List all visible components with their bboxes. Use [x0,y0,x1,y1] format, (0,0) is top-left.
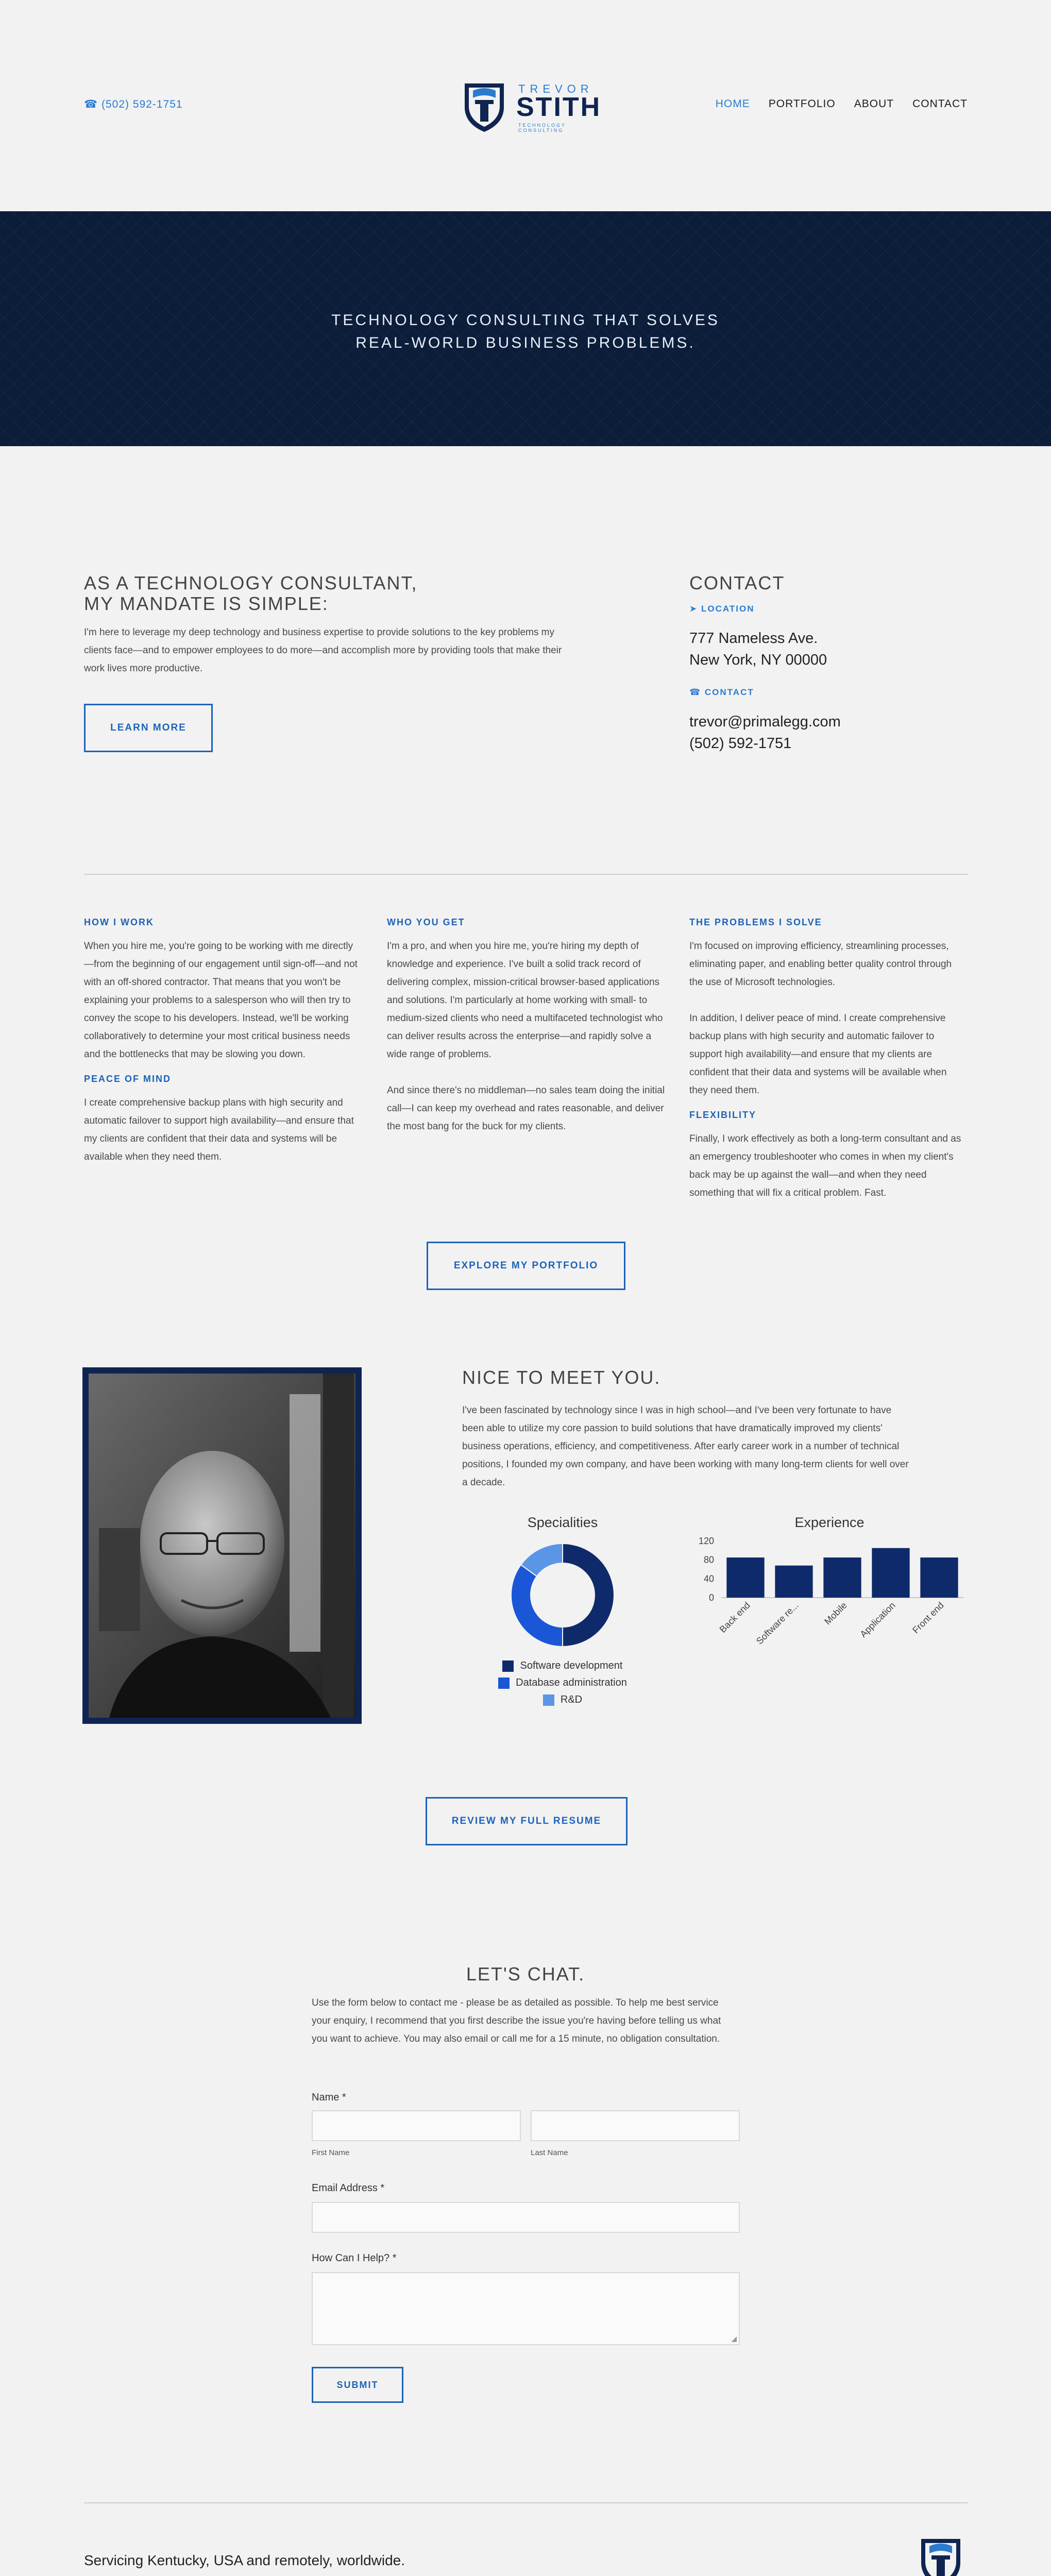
explore-portfolio-button[interactable]: EXPLORE MY PORTFOLIO [427,1242,625,1290]
address-line-2: New York, NY 00000 [689,652,827,668]
chat-intro: Use the form below to contact me - please be as detailed as possible. To help me best service your enquiry, I recommend that you first describe the issue you're having before telling us what you want to achieve. You may also email or call me for a 15 minute, no obligation consultation. [312,1997,721,2044]
how-i-work-text: When you hire me, you're going to be working with me directly—from the beginning of our engagement until sign-off—and not with an off-shored contractor. That means that you won't be explaining your problems to a salesperson who will then try to convey the scope to his developers. Instead, we'll be working collaboratively to determine your most critical business needs and the bottlenecks that may be slowing you down. [84,941,358,1060]
experience-chart [685,1515,974,1683]
experience-bar [872,1548,909,1598]
y-tick-label: 0 [708,1592,714,1603]
email-input[interactable] [312,2202,740,2233]
experience-bar [823,1557,861,1598]
phone-icon: ☎ [689,687,705,697]
experience-chart-title: Experience [794,1515,864,1530]
hero-line-2: REAL-WORLD BUSINESS PROBLEMS. [355,334,696,351]
legend-label: Software development [520,1660,623,1671]
experience-bars [685,1536,974,1680]
x-tick-label: Software re... [754,1600,801,1647]
contact-label [689,687,754,698]
nav-contact[interactable]: CONTACT [912,98,968,110]
contact-heading: CONTACT [689,572,785,594]
learn-more-button[interactable]: LEARN MORE [84,704,213,752]
contact-phone-link[interactable]: (502) 592-1751 [689,735,792,752]
y-tick-label: 80 [703,1554,714,1565]
resize-handle-icon[interactable]: ◢ [731,2334,737,2343]
problems-text: I'm focused on improving efficiency, streamlining processes, eliminating paper, and enabling better quality control through the use of Microsoft technologies. [689,941,952,988]
legend-item [502,1660,622,1672]
peace-of-mind-heading: PEACE OF MIND [84,1074,172,1084]
specialities-legend [462,1660,663,1706]
email-label: Email Address * [312,2182,385,2194]
legend-item [498,1677,627,1689]
address-line-1: 777 Nameless Ave. [689,630,818,647]
x-tick-label: Application [858,1600,897,1640]
name-label: Name * [312,2092,346,2103]
intro-heading [84,573,418,614]
section-divider [84,874,968,875]
contact-email-link[interactable]: trevor@primalegg.com [689,714,841,730]
logo-main-text: STITH [516,92,602,122]
help-label: How Can I Help? * [312,2252,397,2264]
help-textarea[interactable] [312,2272,740,2345]
main-nav [716,98,968,110]
specialities-chart-title: Specialities [527,1515,598,1530]
peace-of-mind-text: I create comprehensive backup plans with high security and automatic failover to support high availability—and ensure that my clients are confident that their data and systems will be available when they need them. [84,1097,354,1162]
problems-heading: THE PROBLEMS I SOLVE [689,917,822,927]
about-body: I've been fascinated by technology since I was in high school—and I've been very fortunate to have been able to utilize my core passion to build solutions that have dramatically improved my clients' business operations, efficiency, and competitiveness. After early career work in a number of technical positions, I founded my own company, and have been working with many long-term clients for well over a decade. [462,1405,909,1488]
column-problems-i-solve [689,917,968,1202]
experience-bar [920,1557,958,1598]
hero-headline [0,309,1051,354]
chat-heading: LET'S CHAT. [466,1963,585,1985]
flexibility-text: Finally, I work effectively as both a long-term consultant and as an emergency troubleshooter who comes in when my client's back may be up against the wall—and when they need something that will fix a critical problem. Fast. [689,1133,961,1198]
last-name-caption: Last Name [531,2148,568,2157]
about-heading: NICE TO MEET YOU. [462,1367,661,1388]
donut-slice [563,1544,614,1647]
legend-item [543,1694,582,1706]
experience-bar [726,1557,764,1598]
footer-servicing-text: Servicing Kentucky, USA and remotely, worldwide. [84,2552,405,2568]
last-name-input[interactable] [531,2110,740,2141]
specialities-chart [462,1515,663,1706]
legend-swatch [543,1694,554,1706]
portrait-image [89,1374,355,1718]
footer-divider-top [84,2502,968,2503]
legend-label: Database administration [516,1677,627,1688]
x-tick-label: Mobile [822,1600,849,1627]
phone-icon: ☎ [84,98,101,110]
column-how-i-work [84,917,362,1166]
problems-text-2: In addition, I deliver peace of mind. I create comprehensive backup plans with high security and automatic failover to support high availability—and ensure that my clients are confident that their data and systems will be available when they need them. [689,1013,947,1096]
donut-slice [511,1565,563,1647]
column-who-you-get [387,917,665,1136]
x-tick-label: Front end [910,1600,946,1636]
legend-swatch [502,1660,514,1672]
logo-shield-icon [460,77,509,134]
contact-label-text: CONTACT [704,687,754,697]
nav-portfolio[interactable]: PORTFOLIO [768,98,836,110]
intro-heading-line-1: AS A TECHNOLOGY CONSULTANT, [84,572,418,594]
x-tick-label: Back end [717,1600,752,1635]
location-arrow-icon: ➤ [689,604,701,614]
logo-top-text: TREVOR [518,82,594,95]
review-resume-button[interactable]: REVIEW MY FULL RESUME [426,1797,628,1845]
location-label [689,604,754,614]
who-you-get-text: I'm a pro, and when you hire me, you're hiring my depth of knowledge and experience. I've built a solid track record of delivering complex, mission-critical browser-based applications and solutions. I'm particularly at home working with small- to medium-sized clients who need a multifaceted technologist who can deliver results across the enterprise—and rapidly solve a wide range of problems. [387,941,663,1060]
legend-label: R&D [560,1694,583,1705]
experience-bar [775,1566,812,1598]
footer-logo-icon[interactable] [914,2533,968,2576]
y-tick-label: 40 [703,1573,714,1584]
intro-body: I'm here to leverage my deep technology and business expertise to provide solutions to the key problems my clients face—and to empower employees to do more—and accomplish more by providing tools that make their work lives more productive. [84,627,562,674]
hero-line-1: TECHNOLOGY CONSULTING THAT SOLVES [331,312,720,329]
location-label-text: LOCATION [701,604,755,614]
intro-heading-line-2: MY MANDATE IS SIMPLE: [84,593,329,614]
contact-address [689,628,827,671]
contact-details [689,711,841,754]
header-phone-text: (502) 592-1751 [101,98,183,110]
specialities-donut [462,1536,663,1654]
logo-sub-text: TECHNOLOGY CONSULTING [518,123,566,133]
portrait-illustration [89,1374,355,1718]
first-name-caption: First Name [312,2148,350,2157]
header-phone-link[interactable] [84,98,183,111]
who-you-get-heading: WHO YOU GET [387,917,465,927]
nav-about[interactable]: ABOUT [854,98,894,110]
site-logo[interactable] [460,77,602,134]
submit-button[interactable]: SUBMIT [312,2367,403,2403]
flexibility-heading: FLEXIBILITY [689,1110,756,1120]
who-you-get-text-2: And since there's no middleman—no sales team doing the initial call—I can keep my overhead and rates reasonable, and deliver the most bang for the buck for my clients. [387,1085,665,1132]
legend-swatch [498,1677,510,1689]
how-i-work-heading: HOW I WORK [84,917,154,927]
first-name-input[interactable] [312,2110,521,2141]
nav-home[interactable]: HOME [715,98,750,110]
y-tick-label: 120 [698,1536,714,1546]
hero-banner [0,211,1051,446]
portrait-photo [82,1367,362,1724]
